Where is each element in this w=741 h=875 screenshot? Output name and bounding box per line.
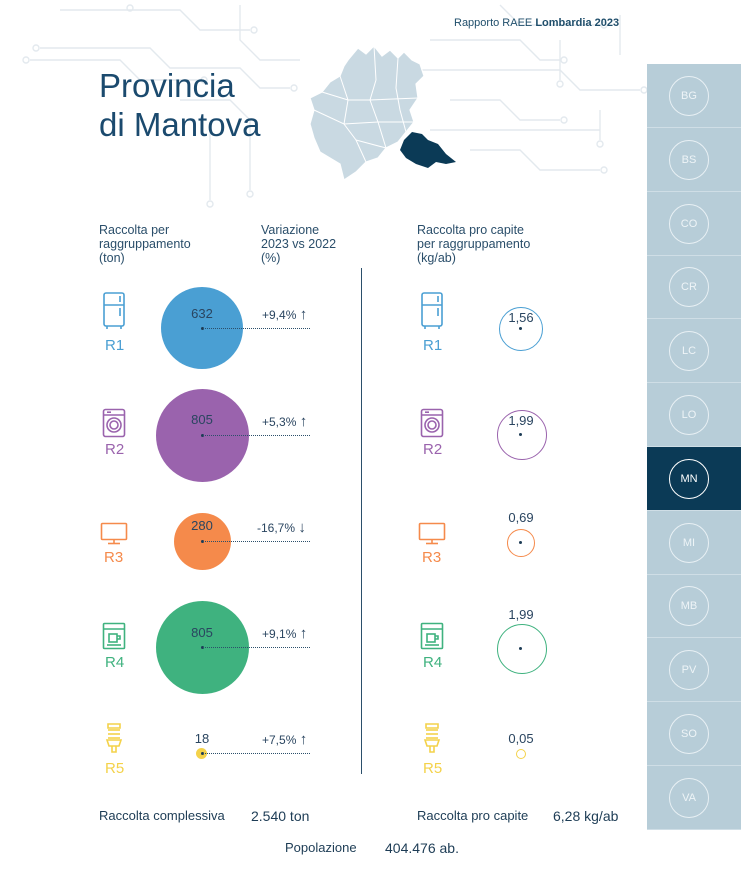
- variation-value-r3: -16,7%: [257, 521, 296, 535]
- province-button-co[interactable]: CO: [669, 204, 709, 244]
- leader-line-r4: [203, 647, 310, 648]
- raccolta-header-line1: Raccolta per: [99, 223, 170, 237]
- group-code-r2: R2: [105, 441, 125, 458]
- arrow-up-icon: ↑: [299, 625, 308, 642]
- ton-value-r2: 805: [191, 412, 213, 427]
- procapite-dot-r2: [519, 433, 522, 436]
- popolazione-label: Popolazione: [285, 840, 357, 855]
- lightbulb-icon: [422, 722, 442, 756]
- leader-line-r3: [203, 541, 310, 542]
- variation-r3: [257, 519, 306, 536]
- lombardy-region-shape: [310, 46, 424, 180]
- coffee-machine-icon: [102, 622, 126, 650]
- procapite-dot-r4: [519, 647, 522, 650]
- group-code-r5: R5: [105, 760, 125, 777]
- ton-value-r5: 18: [194, 731, 210, 746]
- raccolta-header-line2: raggruppamento: [99, 237, 191, 251]
- ton-value-r1: 632: [191, 306, 213, 321]
- raccolta-complessiva-label: Raccolta complessiva: [99, 808, 225, 823]
- variation-r5: [262, 731, 307, 748]
- washing-machine-icon: [102, 408, 126, 438]
- leader-line-r1: [203, 328, 310, 329]
- monitor-icon: [100, 522, 128, 546]
- province-button-mb[interactable]: MB: [669, 586, 709, 626]
- leader-line-r5: [203, 753, 310, 754]
- province-button-lc[interactable]: LC: [669, 331, 709, 371]
- report-header-bold: Lombardia 2023: [535, 17, 620, 29]
- variation-value-r5: +7,5%: [262, 733, 297, 747]
- province-button-cr[interactable]: CR: [669, 267, 709, 307]
- leader-line-r2: [203, 435, 310, 436]
- page-title: [99, 66, 260, 144]
- lombardy-map: [300, 40, 470, 190]
- variation-r2: [262, 413, 307, 430]
- fridge-icon: [102, 292, 126, 330]
- raccolta-procapite-value: 6,28 kg/ab: [553, 808, 619, 824]
- report-header: [454, 17, 619, 29]
- raccolta-column-header: [99, 223, 191, 265]
- variation-value-r4: +9,1%: [262, 627, 297, 641]
- procapite-ring-r4: [497, 624, 547, 674]
- arrow-up-icon: ↑: [299, 731, 308, 748]
- monitor-icon: [418, 522, 446, 546]
- variazione-column-header: [261, 223, 336, 265]
- procapite-value-r4: 1,99: [508, 607, 534, 622]
- variazione-header-line1: Variazione: [261, 223, 320, 237]
- ton-value-r4: 805: [191, 625, 213, 640]
- province-button-mn[interactable]: MN: [669, 459, 709, 499]
- arrow-up-icon: ↑: [299, 306, 308, 323]
- variazione-header-line2: 2023 vs 2022: [261, 237, 337, 251]
- province-button-bs[interactable]: BS: [669, 140, 709, 180]
- procapite-header-line3: (kg/ab): [417, 251, 456, 265]
- washing-machine-icon: [420, 408, 444, 438]
- popolazione-value: 404.476 ab.: [385, 840, 459, 856]
- page-title-line2: di Mantova: [99, 106, 261, 143]
- province-button-bg[interactable]: BG: [669, 76, 709, 116]
- procapite-code-r5: R5: [423, 760, 443, 777]
- variazione-header-line3: (%): [261, 251, 281, 265]
- variation-value-r1: +9,4%: [262, 308, 297, 322]
- procapite-header-line2: per raggruppamento: [417, 237, 531, 251]
- procapite-value-r5: 0,05: [508, 731, 534, 746]
- fridge-icon: [420, 292, 444, 330]
- page-title-line1: Provincia: [99, 67, 235, 104]
- province-button-lo[interactable]: LO: [669, 395, 709, 435]
- province-button-pv[interactable]: PV: [669, 650, 709, 690]
- report-header-prefix: Rapporto RAEE: [454, 17, 533, 29]
- procapite-code-r3: R3: [422, 549, 442, 566]
- mantova-province-shape: [400, 132, 456, 168]
- coffee-machine-icon: [420, 622, 444, 650]
- variation-r4: [262, 625, 307, 642]
- group-code-r4: R4: [105, 654, 125, 671]
- group-code-r3: R3: [104, 549, 124, 566]
- province-button-so[interactable]: SO: [669, 714, 709, 754]
- lightbulb-icon: [104, 722, 124, 756]
- procapite-value-r2: 1,99: [508, 413, 534, 428]
- raccolta-procapite-label: Raccolta pro capite: [417, 808, 529, 823]
- ton-value-r3: 280: [191, 518, 213, 533]
- procapite-header-line1: Raccolta pro capite: [417, 223, 525, 237]
- procapite-value-r3: 0,69: [508, 510, 534, 525]
- procapite-dot-r1: [519, 327, 522, 330]
- procapite-column-header: [417, 223, 530, 265]
- column-divider: [361, 268, 362, 774]
- procapite-dot-r3: [519, 541, 522, 544]
- raccolta-complessiva-value: 2.540 ton: [251, 808, 310, 824]
- procapite-ring-r5: [516, 749, 526, 759]
- variation-r1: [262, 306, 307, 323]
- group-code-r1: R1: [105, 337, 125, 354]
- arrow-down-icon: ↓: [298, 519, 306, 536]
- province-button-va[interactable]: VA: [669, 778, 709, 818]
- procapite-value-r1: 1,56: [508, 310, 534, 325]
- variation-value-r2: +5,3%: [262, 415, 297, 429]
- raccolta-header-line3: (ton): [99, 251, 125, 265]
- procapite-code-r1: R1: [423, 337, 443, 354]
- procapite-code-r2: R2: [423, 441, 443, 458]
- procapite-code-r4: R4: [423, 654, 443, 671]
- arrow-up-icon: ↑: [299, 413, 308, 430]
- province-button-mi[interactable]: MI: [669, 523, 709, 563]
